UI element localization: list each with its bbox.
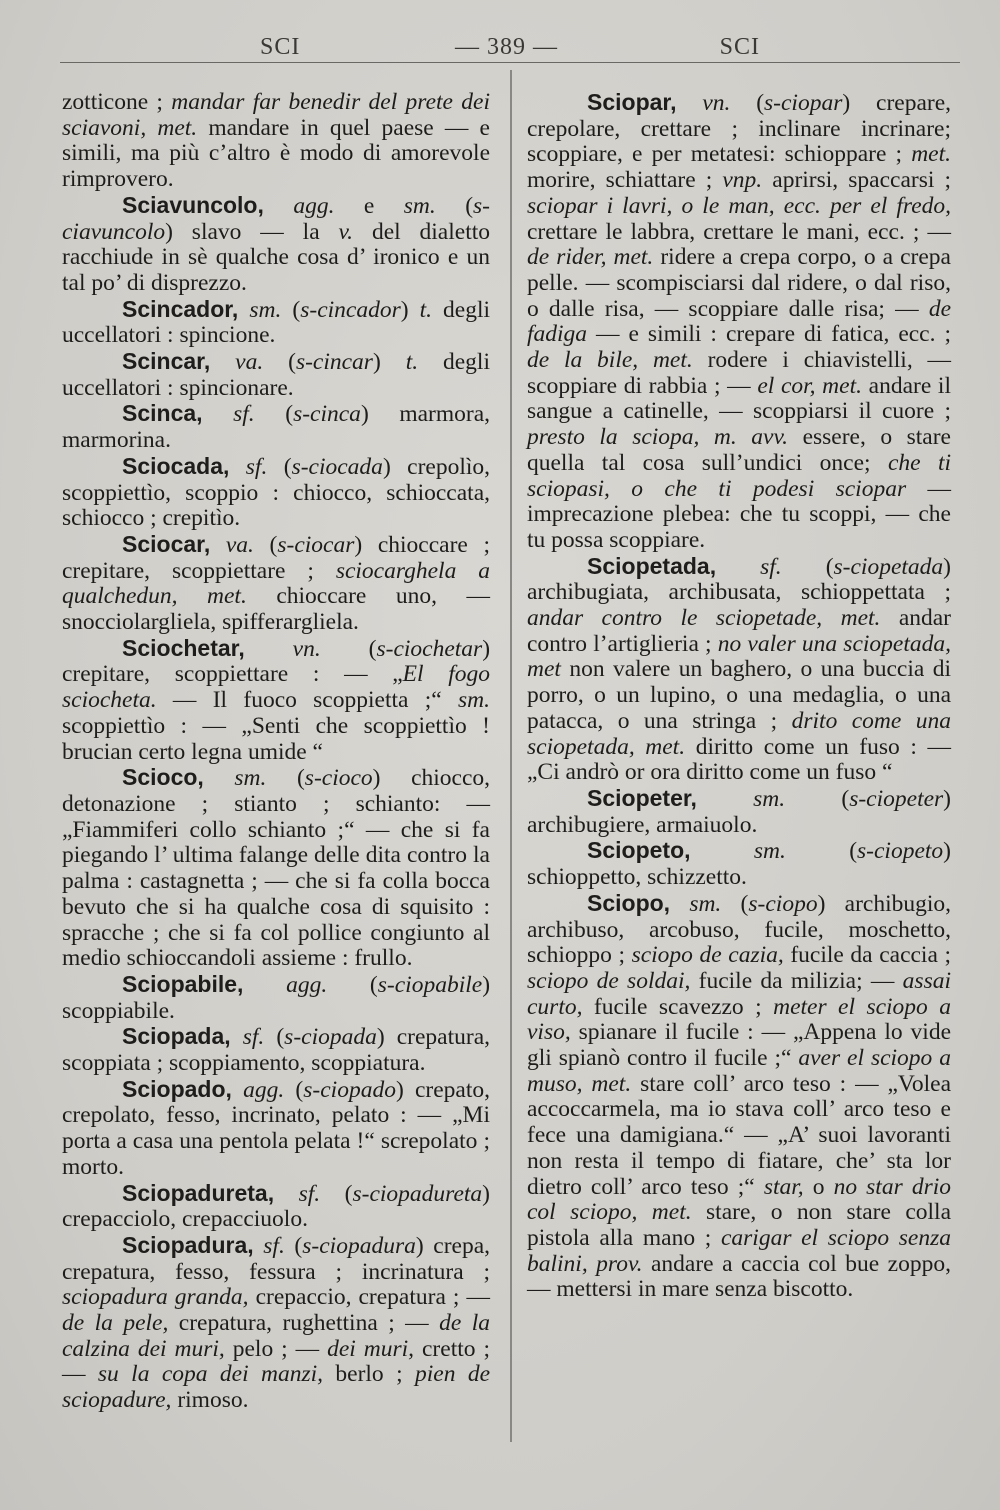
dictionary-entry [62,1077,490,1181]
entry-text: essere, o stare quella tal cosa sull’undici once; [527,424,951,476]
entry-text: cretto ; — [62,1335,490,1388]
entry-text [274,1181,299,1207]
entry-text: fucile da caccia ; [783,942,952,969]
italic-text: s-cinca [293,401,361,428]
italic-text: vn. [292,635,321,662]
dictionary-entry [62,972,490,1024]
entry-text: ( [254,401,294,428]
right-column [527,90,951,1303]
entry-text [238,297,249,323]
headword: Scincador, [122,295,239,322]
dictionary-entry [527,554,951,786]
italic-text: s-ciochetar [376,635,483,662]
entry-text: fucile scavezzo ; [582,993,774,1020]
entry-text: ( [320,635,377,662]
headword: Sciopada, [122,1023,231,1050]
headword: Sciopadureta, [122,1179,275,1206]
italic-text: s-ciopeter [849,785,944,812]
entry-text: — e simili : crepare di fatica, ecc. ; [587,321,951,348]
entry-text [210,349,235,375]
italic-text: s-cioco [304,765,373,792]
italic-text: dei muri, [327,1335,415,1362]
entry-text: andare a caccia col bue zoppo, — mettersi in mare senza biscotto. [527,1250,951,1303]
entry-text [691,838,754,864]
entry-text: ( [284,1076,304,1103]
left-column [62,90,490,1414]
dictionary-entry [62,636,490,766]
entry-text: o [803,1173,834,1200]
entry-text [670,891,689,917]
entry-text: berlo ; [323,1361,415,1388]
entry-text: ( [320,1180,353,1207]
headword: Sciopadura, [122,1231,254,1258]
italic-text: carigar el sciopo senza balini, prov. [527,1224,951,1277]
entry-text: ) archibugiata, archibusata, schioppettata ; [527,553,951,606]
entry-text: ( [785,785,850,812]
entry-text: ) crepatura, scoppiata ; scoppiamento, scoppiatura. [62,1024,491,1077]
entry-text: ( [284,1232,303,1259]
italic-text: sm. [249,296,282,323]
italic-text: sm. [403,192,436,219]
italic-text: sm. [753,838,786,865]
italic-text: s-ciocar [277,531,355,558]
italic-text: s-ciopetada [833,553,944,580]
entry-text [203,401,234,427]
headword: Sciopabile, [122,970,244,997]
italic-text: sf. [245,453,268,480]
italic-text: vn. [702,90,731,116]
entry-text: ( [327,971,378,998]
entry-text: ( [785,838,858,865]
entry-text: ) crepacciolo, crepacciuolo. [62,1180,490,1233]
entry-text: ) crepato, crepolato, fesso, incrinato, pelato : — „Mi porta a casa una pentola pelata !“ screpolato ; morto. [62,1076,490,1180]
entry-text: ( [266,765,305,792]
entry-text [716,554,760,580]
entry-text: ) chioccare ; crepitare, scoppiettare ; [62,531,490,584]
italic-text: s-ciopo [748,890,818,917]
entry-continuation [62,90,490,193]
headword: Sciopo, [587,889,671,916]
italic-text: s-ciopabile [377,971,483,998]
entry-text: pelo ; — [224,1335,328,1362]
italic-text: de la pele, [62,1310,169,1337]
italic-text: agg. [286,971,328,998]
headword: Scioco, [122,764,204,791]
dictionary-entry [527,90,951,554]
header-rule [60,62,960,63]
italic-text: sf. [233,401,255,428]
italic-text: El fogo sciocheta. [62,661,490,714]
dictionary-entry [62,193,490,297]
italic-text: sf. [760,553,782,580]
entry-text: ) crepitare, scoppiettare : — „ [62,635,491,688]
italic-text: v. [338,218,354,245]
entry-text [232,1077,243,1103]
entry-text: ) [400,296,420,323]
italic-text: agg. [293,192,335,219]
entry-text: ( [264,1024,285,1051]
headword: Sciopeter, [587,784,697,811]
italic-text: sm. [689,890,722,917]
entry-text: ( [781,553,834,580]
italic-text: presto la sciopa, m. avv. [527,424,789,451]
entry-text: ) crepare, crepolare, crettare ; inclinare incrinare; scoppiare, e per metatesi: schioppare ; [527,90,952,168]
entry-text [243,972,286,998]
italic-text: va. [225,531,254,558]
headword: Sciavuncolo, [122,191,264,218]
entry-text: rimoso. [171,1387,249,1414]
italic-text: agg. [243,1076,285,1103]
italic-text: sf. [242,1024,265,1051]
dictionary-entry [62,1181,490,1233]
entry-text: rodere i chiavistelli, — scoppiare di rabbia ; — [527,347,951,399]
entry-text [210,532,226,558]
italic-text: sciopadura granda, [62,1284,249,1311]
dictionary-entry [527,891,951,1303]
dictionary-entry [62,454,490,532]
headword: Sciopetada, [587,552,717,579]
header-left-guideword: SCI [260,34,301,60]
dictionary-entry [62,297,490,349]
italic-text: va. [235,349,264,376]
entry-text: ) slavo — la [165,218,339,245]
italic-text: sciopar i lavri, o le man, ecc. per el fredo, [527,192,951,219]
italic-text: sm. [234,765,267,792]
italic-text: t. [419,296,432,323]
italic-text: sf. [263,1232,285,1259]
entry-text: — imprecazione plebea: che tu scoppi, — che tu possa scoppiare. [527,475,951,553]
entry-text [204,765,235,791]
italic-text: meter el sciopo a viso, [527,993,951,1046]
entry-text: spianare il fucile : — „Appena lo vide gli spianò contro il fucile ;“ [527,1019,951,1072]
dictionary-entry [62,532,490,636]
entry-text: ) crepolìo, scoppiettìo, scoppio : chiocco, schioccata, schiocco ; crepitìo. [62,453,491,532]
italic-text: el cor, met. [757,372,862,399]
headword: Sciopar, [587,89,677,115]
entry-text: ( [730,90,765,116]
italic-text: sf. [298,1180,321,1207]
entry-text: degli uccellatori : spincionare. [62,349,490,401]
italic-text: s-ciavuncolo [62,192,490,245]
headword: Sciopeto, [587,837,691,864]
entry-text: ) schioppetto, schizzetto. [527,838,951,891]
column-divider [510,70,512,1442]
italic-text: t. [405,349,419,376]
italic-text: de la bile, met. [527,347,693,374]
entry-text: ) crepa, crepatura, fesso, fessura ; incrinatura ; [62,1232,491,1285]
entry-text [231,1024,243,1050]
dictionary-entry [62,1233,490,1414]
dictionary-entry [527,838,951,890]
italic-text: vnp. [722,167,763,194]
dictionary-entry [62,765,490,972]
dictionary-entry [62,1024,490,1076]
entry-text: andar contro l’artiglieria ; [527,605,952,657]
entry-text: ) scoppiabile. [62,971,491,1024]
entry-text: aprirsi, spaccarsi ; [762,167,952,194]
entry-text: ridere a crepa corpo, o a crepa pelle. — scompisciarsi dal ridere, o dal riso, o dalle risa, — scoppiare dalle risa; — [527,244,951,322]
entry-text: ( [435,192,474,219]
dictionary-entry [62,349,490,401]
headword: Sciochetar, [122,634,245,661]
italic-text: met. [911,141,951,168]
italic-text: sm. [458,687,490,714]
entry-text: ( [263,349,296,376]
italic-text: s-cincar [295,349,373,376]
italic-text: s-ciopadura [302,1232,416,1259]
italic-text: assai curto, [527,967,951,1020]
italic-text: sm. [753,785,786,812]
italic-text: s-ciopeto [857,838,944,865]
entry-text [254,1233,264,1259]
italic-text: s-ciocada [291,453,383,480]
entry-text: crettare le labbra, crettare le mani, ecc. ; — [527,218,951,245]
headword: Sciocada, [122,452,230,479]
dictionary-entry [62,401,490,453]
italic-text: drito come una sciopetada, met. [527,707,951,760]
italic-text: de rider, met. [527,244,654,271]
entry-text: ) archibugio, archibuso, arcobuso, fucile, moschetto, schioppo ; [527,890,952,969]
entry-text: stare coll’ arco teso : — „Volea accoccarmela, ma io stava coll’ arco teso e fece una damigiana.“ — „A’ suoi lavoranti non resta il tempo di fiatare, che’ sta lor dietro coll’ arco teso ;“ [527,1070,952,1200]
entry-text: non valere un bagherо, o una buccia di porro, o un lupino, o una medaglia, o una patacca, o una stringa ; [527,656,951,734]
entry-text: crepaccio, crepatura ; — [248,1284,490,1311]
italic-text: s-ciopadureta [352,1180,483,1207]
italic-text: s-ciopar [764,90,843,116]
entry-text: diritto come un fuso : — „Ci andrò or ora diritto come un fuso “ [527,733,951,786]
italic-text: mandar far benedir del prete dei sciavoni, met. [62,89,490,141]
page-number: — 389 — [455,34,558,60]
headword: Scinca, [122,400,203,427]
running-header [60,28,960,62]
italic-text: aver el sciopo a muso, met. [527,1045,951,1097]
entry-text [264,193,293,219]
entry-text: scoppiettìo : — „Senti che scoppiettìo ! brucian certo legna umide “ [62,712,490,765]
entry-text: fucile da milizia; — [690,967,903,994]
dictionary-entry [527,786,951,838]
italic-text: andar contro le sciopetade, met. [527,605,881,632]
entry-text: zotticone ; [62,89,172,115]
entry-text: ( [721,890,749,917]
entry-text: crepatura, rughettina ; — [168,1310,440,1337]
entry-text: ) chiocco, detonazione ; stianto ; schianto: — „Fiammiferi collo schianto ;“ — che si fa piegando l’ ultima falange delle dita contro la palma : castagnetta ; — che si fa colla bocca bevuto che si ha qualche cosa di squisito : spracche ; che si fa col pollice congiunto al medio schioccandoli assieme : frullo. [62,765,491,972]
headword: Sciopado, [122,1075,232,1102]
entry-text: andare il sangue a catinelle, — scoppiarsi il cuore ; [527,372,951,425]
italic-text: pien de sciopadure, [62,1361,491,1414]
italic-text: che ti sciopasi, o che ti podesi sciopar [527,449,951,502]
entry-text: degli uccellatori : spincione. [62,296,491,349]
italic-text: de fadiga [527,295,951,348]
entry-text [697,786,753,812]
entry-text: — Il fuoco scoppietta ;“ [156,687,458,714]
headword: Sciocar, [122,530,211,557]
italic-text: su la copa dei manzi, [97,1361,324,1388]
entry-text [229,454,245,480]
entry-text: mandare in quel paese — e simili, ma più c’altro è modo di amorevole rimprovero. [62,114,490,193]
italic-text: de la calzina dei muri, [62,1310,490,1362]
italic-text: sciopo de cazia, [631,942,784,969]
entry-text: ( [267,453,292,480]
entry-text: ( [281,296,301,323]
italic-text: s-ciopado [303,1076,396,1103]
entry-text [245,636,293,662]
italic-text: s-ciopada [284,1024,377,1051]
entry-text: ( [253,531,278,558]
entry-text: e [334,192,404,219]
entry-text: ) marmora, marmorina. [62,401,491,454]
italic-text: no valer una sciopetada, met [527,630,951,683]
entry-text: morire, schiattare ; [527,167,723,194]
entry-text: del dialetto racchiude in sè qualche cosa d’ ironico e un tal po’ di disprezzo. [62,218,490,296]
headword: Scincar, [122,348,211,375]
entry-text [676,90,702,116]
header-right-guideword: SCI [719,34,760,60]
entry-text: chioccare uno, — snocciolargliela, spifferargliela. [62,583,490,636]
entry-text: ) [372,349,406,376]
entry-text: ) archibugiere, armaiuolo. [527,785,951,838]
entry-text: stare, o non stare colla pistola alla mano ; [527,1199,952,1251]
italic-text: sciocarghela a qualchedun, met. [62,557,490,610]
italic-text: sciopo de soldai, [527,967,691,994]
italic-text: s-cincador [300,296,401,323]
italic-text: star, [763,1173,804,1200]
italic-text: no star drio col sciopo, met. [527,1173,951,1226]
